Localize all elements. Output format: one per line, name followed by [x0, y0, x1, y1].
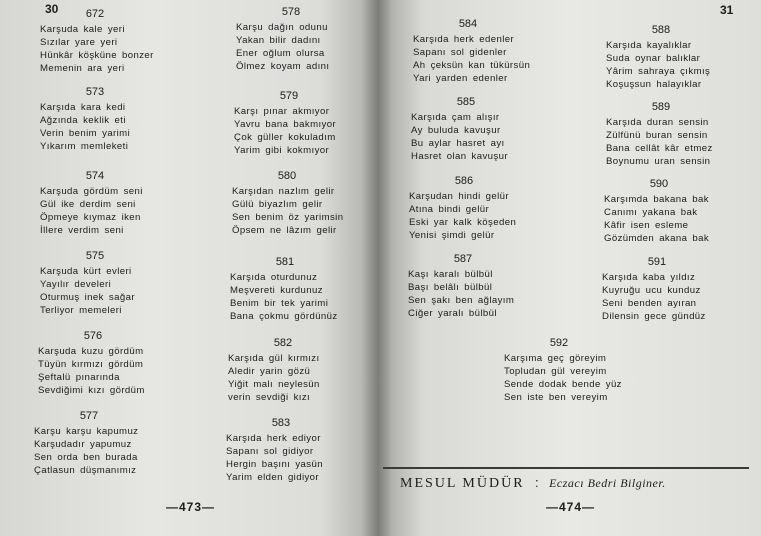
poem-line: Sapanı sol gidiyor — [226, 446, 314, 457]
poem-line: Hasret olan kavuşur — [411, 151, 508, 162]
poem-line: Sen iste ben vereyim — [504, 392, 608, 403]
poem-line: Zülfünü buran sensin — [606, 130, 708, 141]
poem-line: Bu aylar hasret ayı — [411, 138, 505, 149]
poem-line: Karşu karşu kapumuz — [34, 426, 139, 437]
poem-line: Sevdiğimi kızı gördüm — [38, 385, 145, 396]
poem-line: Hünkâr köşküne bonzer — [40, 50, 154, 61]
poem-line: Karşıda gül kırmızı — [228, 353, 320, 364]
corner-number-right: 31 — [720, 3, 734, 17]
poem — [602, 256, 761, 323]
poem-line: Sen benim öz yarimsin — [232, 212, 344, 223]
poem-line: Ay buluda kavuşur — [411, 125, 501, 136]
poem-line: Ener oğlum olursa — [236, 48, 325, 59]
poem-line: Karşıda oturdunuz — [230, 272, 318, 283]
poem-line: Karşıdan nazlım gelir — [232, 186, 335, 197]
poem-number: 585 — [456, 96, 476, 108]
poem-line: Meşvereti kurdunuz — [230, 285, 323, 296]
poem-line: Karşuda kuzu gördüm — [38, 346, 144, 357]
poem-line: Karşuda gördüm seni — [40, 186, 143, 197]
footer-label: MESUL MÜDÜR — [400, 476, 525, 491]
poem-line: Sen şakı ben ağlayım — [408, 295, 515, 306]
poem-line: Tüyün kırmızı gördüm — [38, 359, 144, 370]
poem — [40, 86, 200, 153]
poem — [38, 330, 198, 397]
poem-number: 588 — [651, 24, 671, 36]
poem — [236, 6, 396, 73]
poem-line: Bana cellât kâr etmez — [606, 143, 713, 154]
poem-number: 672 — [85, 8, 105, 20]
poem-number: 579 — [279, 90, 299, 102]
poem-number: 583 — [271, 417, 291, 429]
poem-line: Memenin ara yeri — [40, 63, 125, 74]
poem-number: 587 — [453, 253, 473, 265]
poem-number: 582 — [273, 337, 293, 349]
poem — [230, 256, 390, 323]
page-number-right: —474— — [546, 500, 596, 514]
poem-line: Öpsem ne lâzım gelir — [232, 225, 337, 236]
poem-line: Verin benim yarimi — [40, 128, 131, 139]
poem-line: Karşudadır yapumuz — [34, 439, 132, 450]
poem-line: Karşuda kale yeri — [40, 24, 125, 35]
poem-line: Kuyruğu ucu kunduz — [602, 285, 701, 296]
poem-line: Yari yarden edenler — [413, 73, 508, 84]
poem-number: 575 — [85, 250, 105, 262]
poem-line: Yayılır develeri — [40, 279, 112, 290]
poem-line: Oturmuş inek sağar — [40, 292, 135, 303]
poem-number: 574 — [85, 170, 105, 182]
poem-line: Yiğit malı neylesün — [228, 379, 320, 390]
poem — [40, 170, 200, 237]
poem — [606, 101, 761, 168]
poem — [408, 253, 568, 320]
poem-line: Karşuda kürt evleri — [40, 266, 132, 277]
poem-line: Başı belâlı bülbül — [408, 282, 493, 293]
poem-number: 576 — [83, 330, 103, 342]
poem-line: Benim bir tek yarimi — [230, 298, 329, 309]
poem-line: Karşıda kara kedi — [40, 102, 126, 113]
poem-line: Yenisi şimdi gelür — [409, 230, 495, 241]
poem-line: Sızılar yare yeri — [40, 37, 118, 48]
page-number-left: —473— — [166, 500, 216, 514]
poem-line: Karşıma geç göreyim — [504, 353, 607, 364]
poem-line: Suda oynar balıklar — [606, 53, 701, 64]
poem-line: Karşıda çam alışır — [411, 112, 500, 123]
corner-number-left: 30 — [45, 2, 59, 16]
poem — [411, 96, 571, 163]
poem — [606, 24, 761, 91]
poem-number: 589 — [651, 101, 671, 113]
poem-line: Koşuşsun halayıklar — [606, 79, 702, 90]
poem-line: Şeftalü pınarında — [38, 372, 120, 383]
poem — [413, 18, 573, 85]
poem-line: Karşıda herk ediyor — [226, 433, 321, 444]
poem-number: 590 — [649, 178, 669, 190]
poem-number: 584 — [458, 18, 478, 30]
poem-line: Yarim elden gidiyor — [226, 472, 320, 483]
footer-name: Eczacı Bedri Bilginer. — [549, 476, 666, 490]
poem-line: Boynumu uran sensin — [606, 156, 711, 167]
poem-line: Seni benden ayıran — [602, 298, 697, 309]
poem-number: 592 — [549, 337, 569, 349]
poem-line: İllere verdim seni — [40, 225, 124, 236]
poem-line: Karşı pınar akmıyor — [234, 106, 330, 117]
poem — [40, 8, 200, 75]
poem-number: 573 — [85, 86, 105, 98]
poem-line: Ah çeksün kan tükürsün — [413, 60, 531, 71]
poem-line: Karşu dağın odunu — [236, 22, 328, 33]
poem-line: Sende dodak bende yüz — [504, 379, 622, 390]
poem-line: verin sevdiği kızı — [228, 392, 311, 403]
poem — [34, 410, 194, 477]
poem-line: Gülü biyazlım gelir — [232, 199, 323, 210]
poem-line: Sen orda ben burada — [34, 452, 138, 463]
poem-number: 577 — [79, 410, 99, 422]
poem-line: Çatlasun düşmanımız — [34, 465, 137, 476]
poem-line: Karşudan hindi gelür — [409, 191, 510, 202]
poem-line: Hergin başını yasün — [226, 459, 323, 470]
poem-line: Yarim gibi kokmıyor — [234, 145, 330, 156]
poem-line: Ağzında keklik eti — [40, 115, 126, 126]
poem-line: Yavru bana bakmıyor — [234, 119, 337, 130]
poem — [604, 178, 761, 245]
poem-line: Gül ike derdim seni — [40, 199, 136, 210]
poem — [504, 337, 664, 404]
footer-rule — [383, 467, 749, 469]
poem-number: 580 — [277, 170, 297, 182]
poem-number: 578 — [281, 6, 301, 18]
poem-line: Aledir yarin gözü — [228, 366, 311, 377]
poem-line: Yakan bilir dadını — [236, 35, 321, 46]
poem-number: 591 — [647, 256, 667, 268]
poem-line: Bana çokmu gördünüz — [230, 311, 338, 322]
poem-line: Topludan gül vereyim — [504, 366, 607, 377]
poem-line: Sapanı sol gidenler — [413, 47, 507, 58]
poem-line: Eski yar kalk köşeden — [409, 217, 517, 228]
poem-line: Karşıda herk edenler — [413, 34, 515, 45]
poem-line: Kâfir isen esleme — [604, 220, 689, 231]
poem — [234, 90, 394, 157]
poem-line: Yârim sahraya çıkmış — [606, 66, 711, 77]
footer-separator: : — [535, 475, 539, 490]
poem-line: Kaşı karalı bülbül — [408, 269, 493, 280]
poem-line: Öpmeye kıymaz iken — [40, 212, 141, 223]
poem-line: Gözümden akana bak — [604, 233, 710, 244]
poem-line: Çok güller kokuladım — [234, 132, 336, 143]
poem-line: Karşımda bakana bak — [604, 194, 709, 205]
poem-line: Karşıda kaba yıldız — [602, 272, 696, 283]
poem-line: Yıkarım memleketi — [40, 141, 129, 152]
poem-number: 581 — [275, 256, 295, 268]
poem-line: Karşıda duran sensin — [606, 117, 709, 128]
poem-line: Canımı yakana bak — [604, 207, 698, 218]
poem-line: Atına bindi gelür — [409, 204, 490, 215]
poem-line: Ciğer yaralı bülbül — [408, 308, 497, 319]
poem — [40, 250, 200, 317]
footer — [400, 474, 666, 492]
poem — [228, 337, 388, 404]
poem-number: 586 — [454, 175, 474, 187]
poem-line: Terliyor memeleri — [40, 305, 122, 316]
poem-line: Karşıda kayalıklar — [606, 40, 692, 51]
poem — [232, 170, 392, 237]
poem-line: Ölmez koyam adını — [236, 61, 330, 72]
poem — [226, 417, 386, 484]
poem — [409, 175, 569, 242]
poem-line: Dilensin gece gündüz — [602, 311, 706, 322]
